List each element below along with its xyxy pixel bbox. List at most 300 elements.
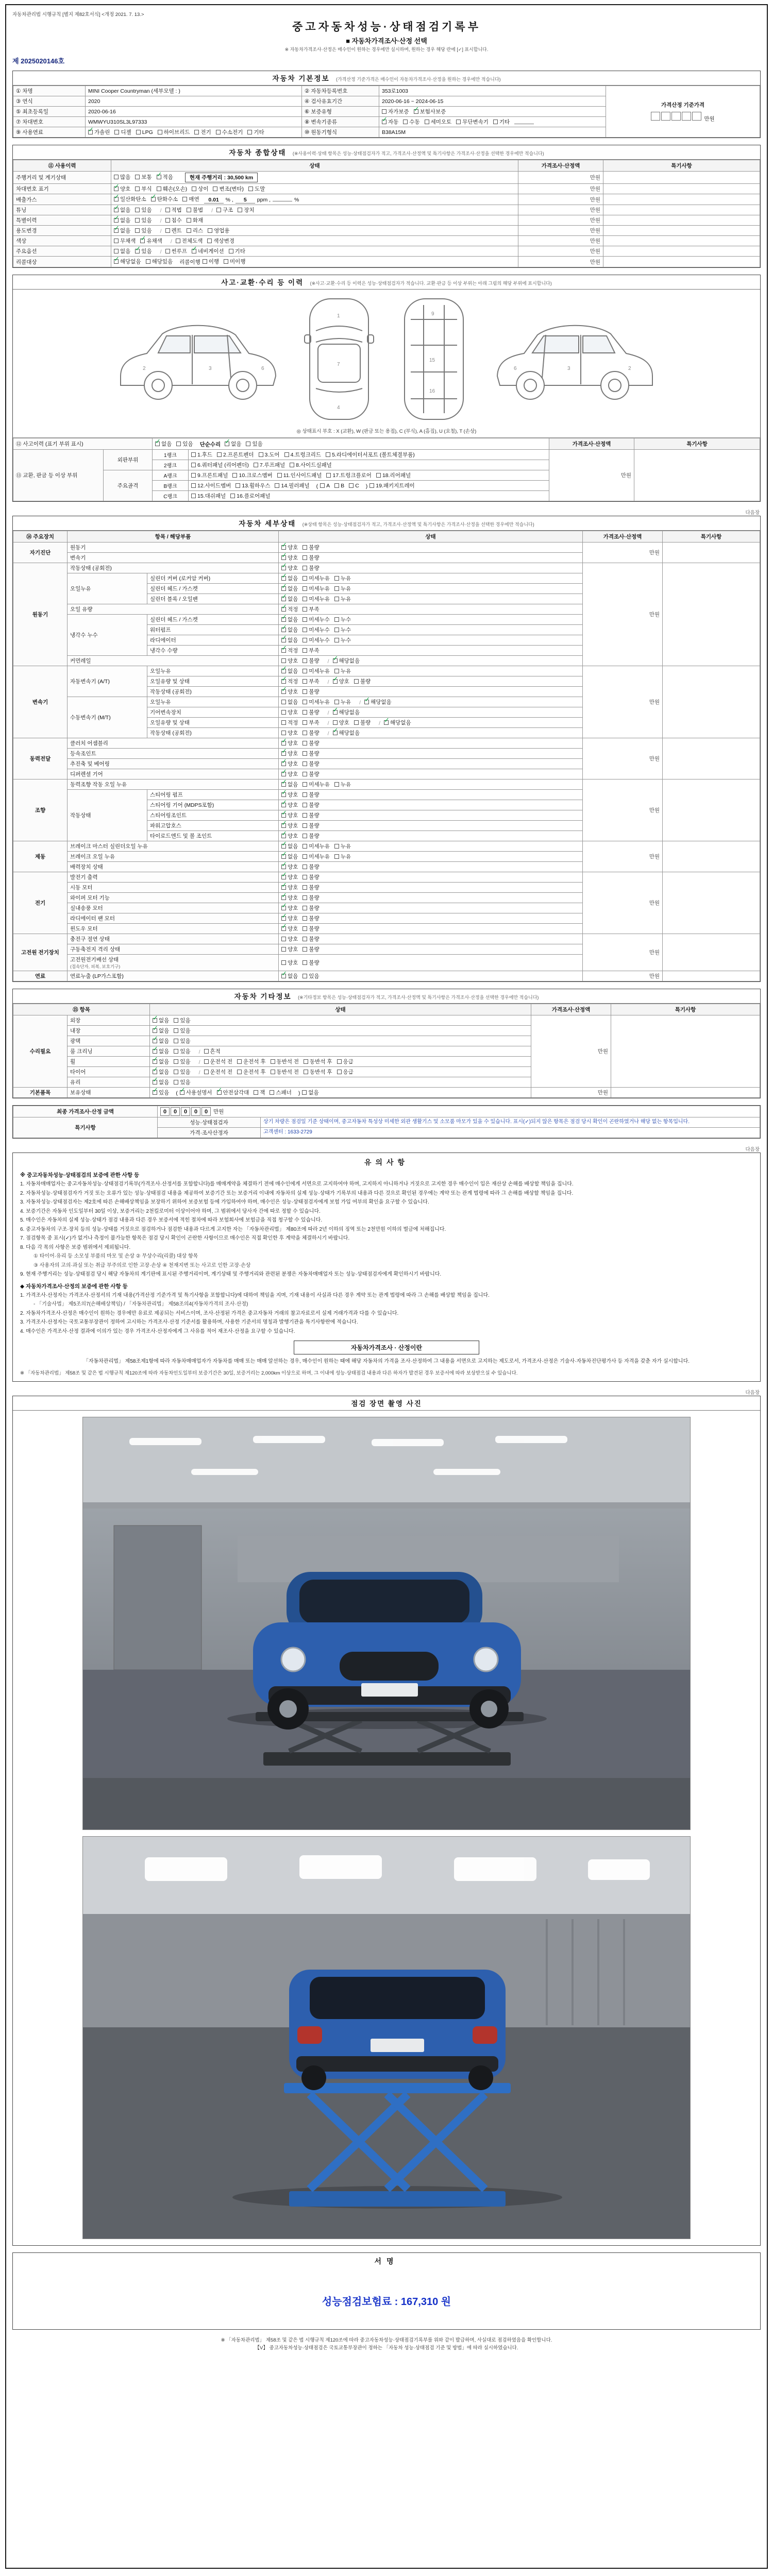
checkbox-label: 해당없음: [339, 730, 360, 736]
checkbox-option: [303, 781, 330, 788]
checkbox-icon: [290, 463, 294, 467]
field-label: ⑩ 원동기형식: [302, 127, 379, 138]
checkbox-icon: [334, 597, 339, 601]
state-cell: [279, 687, 583, 697]
checkbox-option: [207, 237, 234, 245]
checkbox-label: 양호: [288, 792, 298, 798]
checkbox-icon: [207, 239, 212, 243]
column-header: 가격조사·산정액: [518, 160, 603, 172]
checkbox-option: [403, 118, 419, 126]
system-group-label: 전기: [13, 872, 68, 934]
checkbox-icon: [191, 483, 196, 488]
checkbox-option: [281, 801, 298, 809]
checkbox-icon: [303, 823, 307, 828]
item-label: 클러치 어셈블리: [68, 738, 279, 749]
notes-cell: [603, 246, 760, 257]
checkbox-icon: [281, 731, 286, 735]
checkbox-option: [303, 719, 319, 726]
checkbox-label: 불량: [309, 740, 320, 747]
price-unit: 만원: [704, 115, 715, 122]
component-label: 실린더 헤드 / 가스켓: [147, 615, 279, 625]
checkbox-icon: [135, 187, 140, 191]
column-header: 상태: [150, 1004, 531, 1015]
field-label: ⑧ 변속기종류: [302, 117, 379, 127]
price-cell: 만원: [549, 450, 634, 501]
field-value: [86, 86, 302, 96]
checkbox-label: 불량: [309, 864, 320, 870]
state-cell: [279, 615, 583, 625]
checkbox-label: 응급: [343, 1069, 354, 1075]
state-cell: [111, 236, 518, 246]
checkbox-icon: [191, 473, 196, 478]
checkbox-label: 7.루프패널: [259, 462, 285, 468]
checkbox-label: 적음: [162, 174, 173, 180]
checkbox-icon: [303, 566, 307, 570]
checkbox-label: 미세누유: [309, 586, 330, 592]
row-label: 주행거리 및 계기상태: [13, 172, 111, 184]
section-basic-info: [12, 71, 761, 138]
checkbox-option: [384, 716, 411, 726]
checkbox-option: [114, 206, 130, 214]
checkbox-option: [303, 626, 330, 634]
notice-item: 4. 보증기간은 자동차 인도일부터 30일 이상, 보증거리는 2천킬로미터 이상이어야 하며, 그 범위에서 당사자 간에 따로 정할 수 있습니다.: [20, 1208, 321, 1214]
car-side-right-diagram: [490, 304, 660, 415]
checkbox-option: [146, 258, 173, 265]
checkbox-option: [136, 129, 153, 135]
checkbox-option: [326, 451, 415, 459]
checkbox-option: [114, 195, 146, 203]
checkbox-icon: ✓: [281, 778, 287, 786]
checkbox-icon: [174, 1028, 178, 1033]
checkbox-icon: [176, 239, 180, 243]
checkbox-icon: ✓: [281, 685, 287, 693]
checkbox-label: 없음: [159, 1028, 170, 1034]
item-label: 동력조향 작동 오일 누유: [68, 779, 279, 790]
notices-block2-items: [20, 1292, 753, 1336]
checkbox-icon: [246, 442, 250, 446]
inspector-comment: 상기 차량은 점검일 기준 상태이며, 중고자동차 특성상 미세한 외관 생활기스 및 소모품 마모가 있을 수 있습니다. 표시(✓)되지 않은 항목은 점검 당시 확인이 곤란하였거나 해당 없는 항목입니다.: [261, 1117, 760, 1128]
checkbox-icon: [277, 473, 282, 478]
etc-info-table: [13, 1004, 760, 1098]
field-value-text: 2020: [88, 98, 100, 105]
checkbox-label: 리스: [192, 228, 204, 234]
checkbox-icon: [303, 854, 307, 859]
checkbox-label: 없음: [231, 440, 242, 447]
checkbox-label: 구조: [223, 207, 233, 213]
section-etc-title: 자동차 기타정보: [234, 993, 292, 1001]
checkbox-icon: [174, 1039, 178, 1043]
checkbox-icon: ✓: [332, 706, 339, 714]
checkbox-label: 불량: [309, 689, 320, 695]
notes-cell: [663, 971, 760, 981]
field-value-text: 2020-06-16 ~ 2024-06-15: [382, 98, 444, 105]
checkbox-option: [281, 829, 298, 840]
checkbox-label: 불량: [309, 885, 320, 891]
checkbox-label: 13.휠하우스: [242, 483, 271, 489]
next-page-marker: 다음장: [745, 510, 760, 516]
price-cell: 만원: [583, 543, 663, 563]
checkbox-option: [114, 128, 131, 136]
checkbox-icon: [334, 669, 339, 673]
checkbox-label: 해당없음: [339, 709, 360, 716]
price-cell: 만원: [518, 184, 603, 194]
checkbox-icon: [303, 895, 307, 900]
checkbox-option: [281, 850, 298, 860]
checkbox-label: 적법: [171, 207, 182, 213]
next-page-marker: 다음장: [745, 1389, 760, 1396]
checkbox-label: 불량: [309, 545, 320, 551]
table-row: [13, 172, 760, 184]
checkbox-label: 잭: [260, 1090, 265, 1096]
checkbox-label: 양호: [288, 905, 298, 911]
row-label: 특별이력: [13, 215, 111, 226]
checkbox-label: 수소전기: [222, 129, 243, 135]
checkbox-label: 렌트: [171, 228, 182, 234]
checkbox-icon: [224, 259, 228, 264]
state-cell: [111, 172, 518, 184]
checkbox-label: 양호: [288, 730, 298, 736]
checkbox-icon: ✓: [114, 214, 120, 222]
checkbox-option: [281, 698, 298, 706]
checkbox-option: [334, 483, 344, 489]
checkbox-label: 3.도어: [264, 452, 280, 458]
checkbox-option: [174, 1068, 190, 1076]
svg-text:4: 4: [337, 405, 340, 411]
checkbox-option: [281, 605, 298, 613]
checkbox-option: [304, 1058, 332, 1065]
checkbox-label: 불량: [360, 679, 371, 685]
checkbox-label: 불량: [309, 823, 320, 829]
item-label: 발전기 출력: [68, 872, 279, 883]
field-value-text: 353로1003: [382, 88, 409, 94]
state-cell: [279, 625, 583, 635]
checkbox-icon: ✓: [281, 881, 287, 889]
row-label: 용도변경: [13, 226, 111, 236]
checkbox-option: [303, 972, 319, 980]
rank-label: A랭크: [153, 470, 189, 481]
checkbox-icon: [204, 1070, 209, 1074]
state-cell: [279, 955, 583, 971]
checkbox-label: 기타: [254, 129, 264, 135]
checkbox-icon: [146, 259, 150, 264]
checkbox-icon: [303, 576, 307, 581]
checkbox-option: [165, 206, 182, 214]
checkbox-option: [303, 811, 319, 819]
table-row: [13, 543, 760, 553]
price-survey-select-label: ■ 자동차가격조사·산정 선택: [346, 37, 427, 45]
checkbox-option: [271, 1058, 299, 1065]
checkbox-option: [284, 451, 321, 459]
checkbox-icon: ✓: [332, 726, 339, 734]
svg-text:6: 6: [514, 365, 517, 371]
checkbox-label: 불량: [309, 792, 320, 798]
checkbox-option: [217, 451, 254, 459]
checkbox-option: [281, 574, 298, 582]
amount-digit-box: [671, 112, 681, 121]
checkbox-label: 누유: [340, 586, 351, 592]
state-cell: [279, 728, 583, 738]
checkbox-option: [174, 1016, 190, 1024]
checkbox-label: 해당없음: [120, 259, 141, 265]
checkbox-option: [303, 904, 319, 912]
price-cell: 만원: [518, 172, 603, 184]
price-survey-definition-box: 자동차가격조사 · 산정이란: [294, 1341, 479, 1354]
checkbox-label: 상이: [198, 186, 209, 192]
checkbox-label: 훼손(오손): [162, 186, 188, 192]
checkbox-label: 색상변경: [213, 238, 234, 244]
svg-text:2: 2: [628, 365, 631, 371]
checkbox-option: [303, 842, 330, 850]
checkbox-label: 무채색: [120, 238, 136, 244]
checkbox-icon: [174, 1059, 178, 1064]
checkbox-option: [238, 206, 254, 214]
checkbox-label: 없음: [288, 627, 298, 633]
notices-block1-items: [20, 1180, 753, 1279]
checkbox-label: 운전석 후: [243, 1069, 266, 1075]
checkbox-label: 누수: [340, 617, 351, 623]
checkbox-icon: [303, 555, 307, 560]
checkbox-option: [259, 451, 280, 459]
table-row: [13, 1117, 760, 1128]
checkbox-label: 있음: [252, 440, 263, 447]
checkbox-icon: [204, 1049, 209, 1054]
amount-digit-box: [651, 112, 660, 121]
checkbox-label: 양호: [288, 751, 298, 757]
separator: /: [327, 658, 329, 665]
component-label: 작동상태 (공회전): [147, 687, 279, 697]
price-survey-definition-text: 「자동차관리법」 제58조제1항에 따라 자동차매매업자가 자동차를 매매 또는 매매 알선하는 경우, 매수인이 원하는 때에 해당 자동차의 가격을 조사·산정하여 그 내용을 서면으로 고지하는 제도로서, 가격조사·산정은 기술사·자동차진단평가사 등 자격을 갖춘 자가 실시합니다.: [83, 1359, 690, 1364]
notice-item: ① 타이어·유리 등 소모성 부품의 마모 및 손상 ② 무상수리(리콜) 대상 항목: [33, 1253, 198, 1259]
notice-item: 3. 자동차성능·상태점검자는 제2호에 따른 손해배상책임을 보장하기 위하여 보증보험 등에 가입하여야 하며, 매수인은 성능·상태점검자에게 보험 가입 여부의 확인을 요구할 수 있습니다.: [20, 1199, 429, 1205]
checkbox-label: 양호: [288, 936, 298, 942]
notices-bottom-note: ※ 「자동차관리법」 제58조 및 같은 법 시행규칙 제120조에 따라 자동차인도일부터 보증기간은 30일, 보증거리는 2,000km 이상으로 하며, 그 이내에 성능·상태점검 내용과 다른 하자가 발견된 경우 보증서에 따라 보상받으실 수 있습니다.: [20, 1370, 518, 1376]
table-row: [13, 779, 760, 790]
checkbox-option: [354, 719, 371, 726]
checkbox-label: 누유: [340, 854, 351, 860]
component-label: 스티어링조인트: [147, 810, 279, 821]
checkbox-label: 불량: [309, 936, 320, 942]
checkbox-label: 16.플로어패널: [237, 493, 271, 499]
column-header: 특기사항: [634, 438, 760, 450]
checkbox-icon: ✓: [216, 1086, 223, 1094]
inline-text: ppm ,: [257, 197, 271, 203]
checkbox-option: [303, 574, 330, 582]
section-detail-condition: [12, 516, 761, 982]
separator: /: [327, 731, 329, 737]
checkbox-option: [153, 1016, 169, 1024]
system-group-label: 연료: [13, 971, 68, 981]
checkbox-option: [281, 644, 298, 654]
table-row: [13, 1015, 760, 1026]
checkbox-option: [236, 482, 270, 489]
checkbox-icon: [303, 689, 307, 694]
checkbox-option: [153, 1065, 170, 1076]
item-label: 브레이크 마스터 실린더오일 누유: [68, 841, 279, 852]
checkbox-option: [334, 698, 351, 706]
system-group-label: 변속기: [13, 666, 68, 738]
price-cell: 만원: [583, 738, 663, 779]
checkbox-icon: [303, 916, 307, 921]
table-row: [13, 531, 760, 543]
state-cell: [279, 676, 583, 687]
checkbox-icon: [303, 813, 307, 818]
inline-text: (: [316, 483, 318, 489]
notes-cell: [603, 257, 760, 267]
checkbox-icon: [303, 974, 307, 978]
checkbox-option: [281, 922, 298, 933]
system-group-label: 조향: [13, 779, 68, 841]
checkbox-label: 동반석 후: [310, 1069, 332, 1075]
checkbox-option: [334, 574, 351, 582]
field-value-text: 2020-06-16: [88, 108, 116, 115]
checkbox-icon: [165, 228, 170, 233]
row-label: 주요옵션: [13, 246, 111, 257]
section-detail-head: [13, 516, 760, 531]
checkbox-label: 불량: [309, 658, 320, 664]
item-label: 작동상태: [68, 790, 147, 841]
checkbox-icon: [334, 844, 339, 849]
checkbox-label: 없음: [159, 1079, 170, 1086]
price-cell: 만원: [518, 215, 603, 226]
final-price-table: [13, 1106, 760, 1138]
checkbox-option: [281, 747, 298, 757]
checkbox-icon: [303, 720, 307, 725]
checkbox-icon: [254, 463, 258, 467]
next-page-marker: 다음장: [745, 1147, 760, 1153]
checkbox-option: [337, 1068, 354, 1076]
checkbox-label: 누수: [340, 627, 351, 633]
checkbox-label: 없음: [120, 207, 131, 213]
checkbox-label: 있음: [180, 1038, 191, 1044]
field-value: [86, 107, 302, 117]
component-label: 스티어링 펌프: [147, 790, 279, 800]
checkbox-label: 없음: [288, 617, 298, 623]
checkbox-option: [303, 750, 319, 757]
checkbox-label: 자동: [388, 119, 399, 125]
checkbox-option: [158, 128, 190, 136]
notice-item: 2. 자동차성능·상태점검자가 거짓 또는 오류가 있는 성능·상태점검 내용을 제공하여 보증기간 또는 보증거리 이내에 자동차의 실제 성능·상태가 기록부의 내용과 다른 것으로 확인된 경우에는 계약 또는 관계 법령에 따라 그 손해를 배상할 책임을 집니다.: [20, 1190, 574, 1196]
checkbox-label: 불량: [309, 905, 320, 911]
component-label: 워터펌프: [147, 625, 279, 635]
checkbox-icon: [303, 679, 307, 684]
component-label: 작동상태 (공회전): [147, 728, 279, 738]
checkbox-option: [281, 623, 298, 634]
section-accident-head: [13, 275, 760, 290]
checkbox-option: [332, 726, 360, 737]
checkbox-option: [281, 891, 298, 902]
checkbox-option: [349, 483, 359, 489]
checkbox-option: [270, 1089, 291, 1096]
column-header: 가격조사·산정액: [583, 531, 663, 543]
checkbox-icon: [376, 473, 381, 478]
checkbox-option: [254, 461, 285, 469]
row-label: 내장: [68, 1026, 150, 1036]
checkbox-option: [303, 935, 319, 943]
amount-digit-box: 0: [181, 1107, 190, 1116]
checkbox-option: [382, 108, 409, 115]
price-cell: 만원: [518, 257, 603, 267]
checkbox-icon: [303, 803, 307, 807]
row-label: 보유상태: [68, 1088, 150, 1098]
checkbox-option: [232, 471, 272, 479]
checkbox-label: 양호: [288, 565, 298, 571]
amount-digit-box: 0: [160, 1107, 170, 1116]
checkbox-option: [281, 636, 298, 644]
checkbox-icon: [135, 175, 140, 179]
checkbox-icon: ✓: [281, 819, 287, 827]
checkbox-label: 있음: [180, 1028, 191, 1034]
notice-item: 1. 가격조사·산정자는 가격조사·산정서의 기재 내용(가격산정 기준가격 및 특기사항을 포함합니다)에 대하여 책임을 지며, 기재 내용이 사실과 다른 경우 계약 또는 관계 법령에 따라 그 손해를 배상할 책임을 집니다.: [20, 1292, 490, 1298]
checkbox-label: 침수: [171, 217, 182, 224]
state-cell: [150, 1057, 531, 1067]
checkbox-icon: [334, 483, 339, 488]
section-basic-title: 자동차 기본정보: [272, 75, 330, 82]
checkbox-option: [334, 595, 351, 603]
amount-digit-box: [682, 112, 691, 121]
column-header: 특기사항: [611, 1004, 760, 1015]
checkbox-label: 양호: [288, 823, 298, 829]
checkbox-icon: ✓: [281, 840, 287, 848]
checkbox-label: 탄화수소: [157, 196, 178, 202]
table-row: [13, 666, 760, 676]
item-label: 냉각수 누수: [68, 615, 147, 656]
column-header: 가격조사·산정액: [549, 438, 634, 450]
checkbox-option: [303, 616, 330, 623]
checkbox-icon: ✓: [281, 572, 287, 580]
column-header: ⑭ 주요장치: [13, 531, 68, 543]
checkbox-icon: [230, 494, 235, 498]
item-label: 수동변속기 (M/T): [68, 697, 147, 738]
table-row: [13, 872, 760, 883]
svg-text:3: 3: [567, 365, 570, 371]
price-cell: 만원: [583, 779, 663, 841]
checkbox-option: [114, 237, 136, 245]
checkbox-label: 안전삼각대: [223, 1090, 249, 1096]
checkbox-label: 적정: [288, 720, 298, 726]
checkbox-icon: [320, 483, 325, 488]
item-label: 배력장치 상태: [68, 862, 279, 872]
checkbox-label: 양호: [288, 812, 298, 819]
checkbox-icon: [303, 731, 307, 735]
checkbox-label: 해당있음: [152, 259, 173, 265]
checkbox-label: 양호: [288, 689, 298, 695]
checkbox-option: [165, 247, 187, 255]
checkbox-option: [192, 185, 208, 193]
checkbox-icon: [187, 218, 191, 223]
checkbox-label: 양호: [288, 802, 298, 808]
state-cell: [279, 738, 583, 749]
checkbox-icon: [259, 452, 263, 457]
checkbox-label: 17.트렁크플로어: [332, 472, 372, 479]
checkbox-label: 불량: [309, 812, 320, 819]
checkbox-option: [191, 451, 212, 459]
checkbox-label: 부족: [309, 648, 320, 654]
checkbox-option: [303, 760, 319, 768]
item-label: 시동 모터: [68, 883, 279, 893]
checkbox-label: 썬루프: [171, 248, 187, 255]
state-cell: [150, 1046, 531, 1057]
checkbox-icon: [354, 720, 359, 725]
checkbox-label: 9.프론트패널: [197, 472, 228, 479]
inspector-role-label: 성능·상태점검자: [158, 1117, 261, 1128]
checkbox-label: 미세누수: [309, 627, 330, 633]
price-cell: 만원: [583, 934, 663, 971]
checkbox-option: [151, 195, 178, 203]
field-label: ③ 연식: [13, 96, 86, 107]
checkbox-option: [191, 482, 231, 489]
checkbox-label: 양호: [288, 916, 298, 922]
checkbox-option: [135, 185, 152, 193]
